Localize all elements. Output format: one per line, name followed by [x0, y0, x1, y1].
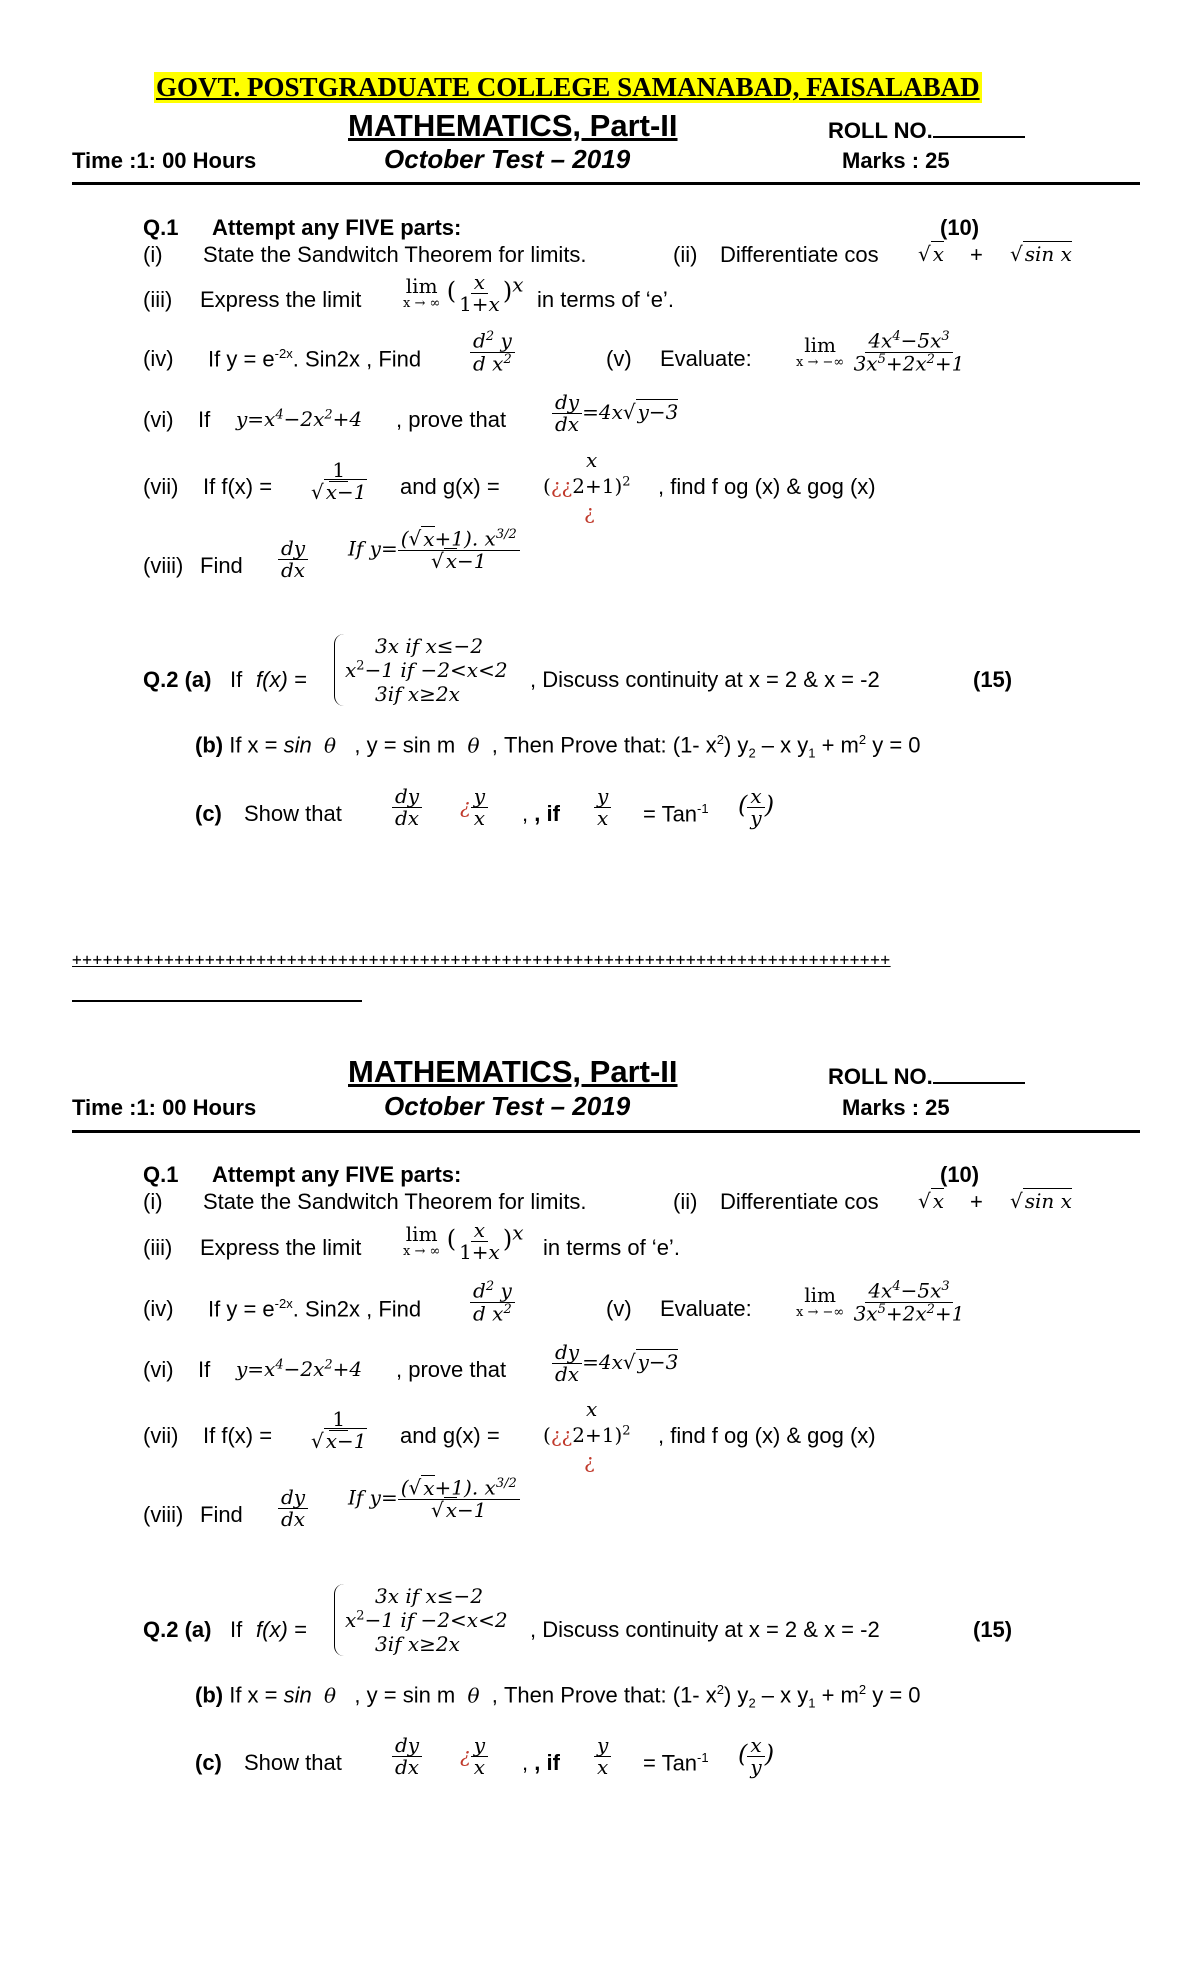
header-rule — [72, 182, 1140, 185]
q2-a-piecewise: 3x if x≤−2 $x^2-1$ if −2<x<2 3if x≥2x — [334, 634, 508, 706]
q1-v-text: Evaluate: — [660, 346, 752, 371]
q1-i-text: State the Sandwitch Theorem for limits. — [203, 242, 587, 267]
q1-ii-math-2-copy: √ sin x — [1010, 1189, 1072, 1213]
q1-vi-function: $y=x^4-2x^2+4$ — [236, 407, 363, 431]
separator-line: ++++++++++++++++++++++++++++++++++++++++++++++++++++++++++++++++++++++++++++++++ — [72, 950, 891, 969]
q1-vii-number: (vii) — [143, 474, 179, 499]
q1-vi-mid: , prove that — [396, 407, 507, 432]
q1-marks: (10) — [940, 215, 980, 240]
q1-iv-text-copy: If $y = e^{-2x}$. Sin2x , Find — [208, 1296, 422, 1322]
q1-iii-tail-copy: in terms of ‘e’. — [543, 1235, 680, 1260]
q1-vii-fx-copy: $\frac{1}{√ x-1}$ — [311, 1407, 367, 1453]
q1-viii-text-copy: Find — [200, 1502, 243, 1527]
q1-iv-number-copy: (iv) — [143, 1296, 174, 1321]
q2-c-xy: ( $\frac{x}{y}$ ) — [738, 784, 775, 830]
q2-c-label-copy: (c) — [195, 1750, 222, 1775]
q1-vii-fx: $\frac{1}{√ x-1}$ — [311, 458, 367, 504]
q2-c-if-copy: , , if — [522, 1750, 560, 1775]
q1-vii-text-copy: If f(x) = — [203, 1423, 273, 1448]
q1-vi-derivative-copy: $\frac{dy}{dx}$ =4x√ y−3 — [552, 1342, 678, 1385]
time-label-copy: Time :1: 00 Hours — [72, 1095, 257, 1120]
q2-c-yx-copy: $\frac{y}{x}$ — [594, 1735, 611, 1778]
q1-vii-tail-copy: , find f og (x) & gog (x) — [658, 1423, 876, 1448]
q1-v-text-copy: Evaluate: — [660, 1296, 752, 1321]
q1-iii-number: (iii) — [143, 287, 173, 312]
test-title-copy: October Test – 2019 — [384, 1091, 631, 1121]
q1-viii-derivative-copy: $\frac{dy}{dx}$ — [278, 1487, 308, 1530]
q2-c-yx: $\frac{y}{x}$ — [594, 786, 611, 829]
q1-viii-number-copy: (viii) — [143, 1502, 184, 1527]
q1-vi-mid-copy: , prove that — [396, 1357, 507, 1382]
q2-a-text: If — [230, 667, 243, 692]
q2-marks: (15) — [973, 667, 1013, 692]
q2-c-ratio-copy: ¿ $\frac{y}{x}$ — [460, 1735, 488, 1778]
q1-viii-derivative: $\frac{dy}{dx}$ — [278, 538, 308, 581]
q1-iii-text: Express the limit — [200, 287, 362, 312]
q1-iii-limit-copy: lim x → ∞ ( $\frac{x}{1+x}$ )$^x$ — [403, 1218, 524, 1264]
q1-ii-number-copy: (ii) — [673, 1189, 698, 1214]
q2-c-eq: = Tan$^{-1}$ — [643, 801, 709, 827]
q1-v-number: (v) — [606, 346, 632, 371]
header-rule-copy — [72, 1130, 1140, 1133]
q1-instruction-copy: Attempt any FIVE parts: — [212, 1162, 462, 1187]
q1-vii-and-copy: and g(x) = — [400, 1423, 500, 1448]
separator-short-rule — [72, 1000, 362, 1002]
roll-number-label: ROLL NO. — [828, 116, 1025, 144]
q2-c-text-copy: Show that — [244, 1750, 342, 1775]
q1-iv-derivative-copy: $\frac{d^2 y}{d x^2}$ — [470, 1280, 515, 1324]
q1-ii-plus-copy: + — [970, 1189, 983, 1214]
q1-marks-copy: (10) — [940, 1162, 980, 1187]
q1-iv-number: (iv) — [143, 346, 174, 371]
q1-vii-gx-top: x — [586, 448, 598, 472]
q2-c-ratio: ¿ $\frac{y}{x}$ — [460, 786, 488, 829]
q2-a-fx: f(x) = — [256, 667, 307, 692]
q1-ii-math-2: √ sin x — [1010, 242, 1072, 266]
q2-a-tail: , Discuss continuity at x = 2 & x = -2 — [530, 667, 880, 692]
q1-label: Q.1 — [143, 215, 179, 240]
q2-a-text-copy: If — [230, 1617, 243, 1642]
q1-vii-and: and g(x) = — [400, 474, 500, 499]
q2-c-if: , , if — [522, 801, 560, 826]
q1-vi-text-copy: If — [198, 1357, 211, 1382]
q1-vi-function-copy: $y=x^4-2x^2+4$ — [236, 1357, 363, 1381]
q1-iii-number-copy: (iii) — [143, 1235, 173, 1260]
q1-iv-text: If $y = e^{-2x}$. Sin2x , Find — [208, 346, 422, 372]
roll-number-label-copy: ROLL NO. — [828, 1062, 1025, 1090]
time-label: Time :1: 00 Hours — [72, 148, 257, 173]
q2-a-piecewise-copy: 3x if x≤−2 $x^2-1$ if −2<x<2 3if x≥2x — [334, 1584, 508, 1656]
q1-viii-number: (viii) — [143, 553, 184, 578]
q2-b-line: (b) If x = sin θ , y = sin m θ , Then Prove that: (1- $x^2$) $y_2$ – x $y_1 + m^2$ y = 0 — [195, 732, 921, 761]
q1-v-limit: lim x → −∞ $\frac{4x^4-5x^3}{3x^5+2x^2+1}$ — [796, 328, 965, 376]
q1-v-number-copy: (v) — [606, 1296, 632, 1321]
q1-vii-gx-bottom-copy: ¿ — [584, 1449, 595, 1473]
subject-title: MATHEMATICS, Part-II — [348, 108, 678, 143]
q2-a-tail-copy: , Discuss continuity at x = 2 & x = -2 — [530, 1617, 880, 1642]
q1-vi-number-copy: (vi) — [143, 1357, 174, 1382]
q2-c-eq-copy: = Tan$^{-1}$ — [643, 1750, 709, 1776]
q1-ii-math-1-copy: √ x — [918, 1189, 945, 1213]
q1-label-copy: Q.1 — [143, 1162, 179, 1187]
q1-i-text-copy: State the Sandwitch Theorem for limits. — [203, 1189, 587, 1214]
q1-vii-tail: , find f og (x) & gog (x) — [658, 474, 876, 499]
q1-vii-text: If f(x) = — [203, 474, 273, 499]
q1-v-limit-copy: lim x → −∞ $\frac{4x^4-5x^3}{3x^5+2x^2+1}$ — [796, 1278, 965, 1326]
q2-a-label-copy: Q.2 (a) — [143, 1617, 212, 1642]
q2-c-text: Show that — [244, 801, 342, 826]
q1-vii-number-copy: (vii) — [143, 1423, 179, 1448]
q1-ii-number: (ii) — [673, 242, 698, 267]
q1-ii-text-copy: Differentiate cos — [720, 1189, 879, 1214]
q1-i-number-copy: (i) — [143, 1189, 163, 1214]
marks-label: Marks : 25 — [842, 148, 950, 173]
q2-a-label: Q.2 (a) — [143, 667, 212, 692]
q1-iii-limit: lim x → ∞ ( $\frac{x}{1+x}$ )$^x$ — [403, 270, 524, 316]
test-title: October Test – 2019 — [384, 144, 631, 174]
q1-iii-tail: in terms of ‘e’. — [537, 287, 674, 312]
q1-ii-math-1: √ x — [918, 242, 945, 266]
q2-c-xy-copy: ( $\frac{x}{y}$ ) — [738, 1733, 775, 1779]
q1-instruction: Attempt any FIVE parts: — [212, 215, 462, 240]
college-name: GOVT. POSTGRADUATE COLLEGE SAMANABAD, FAISALABAD — [156, 72, 980, 102]
q2-c-derivative-copy: $\frac{dy}{dx}$ — [392, 1735, 422, 1778]
q1-iv-derivative: $\frac{d^2 y}{d x^2}$ — [470, 330, 515, 374]
q1-ii-plus: + — [970, 242, 983, 267]
q1-viii-function-copy: If y= $\frac{(√ x+1). x^{3/2}}{√ x-1}$ — [348, 1477, 520, 1521]
q2-c-label: (c) — [195, 801, 222, 826]
q1-vii-gx-copy: (¿¿2+1)$^2$ — [543, 1423, 631, 1447]
q1-vii-gx-bottom: ¿ — [584, 500, 595, 524]
q2-marks-copy: (15) — [973, 1617, 1013, 1642]
q1-vii-gx-top-copy: x — [586, 1397, 598, 1421]
q1-iii-text-copy: Express the limit — [200, 1235, 362, 1260]
q2-c-derivative: $\frac{dy}{dx}$ — [392, 786, 422, 829]
q1-i-number: (i) — [143, 242, 163, 267]
marks-label-copy: Marks : 25 — [842, 1095, 950, 1120]
q2-a-fx-copy: f(x) = — [256, 1617, 307, 1642]
q1-ii-text: Differentiate cos — [720, 242, 879, 267]
q1-vii-gx: (¿¿2+1)$^2$ — [543, 474, 631, 498]
q2-b-line-copy: (b) If x = sin θ , y = sin m θ , Then Prove that: (1- $x^2$) $y_2$ – x $y_1 + m^2$ y = 0 — [195, 1682, 921, 1711]
q1-viii-function: If y= $\frac{(√ x+1). x^{3/2}}{√ x-1}$ — [348, 528, 520, 572]
q1-vi-number: (vi) — [143, 407, 174, 432]
subject-title-copy: MATHEMATICS, Part-II — [348, 1054, 678, 1089]
q1-vi-derivative: $\frac{dy}{dx}$ =4x√ y−3 — [552, 392, 678, 435]
q1-viii-text: Find — [200, 553, 243, 578]
q1-vi-text: If — [198, 407, 211, 432]
